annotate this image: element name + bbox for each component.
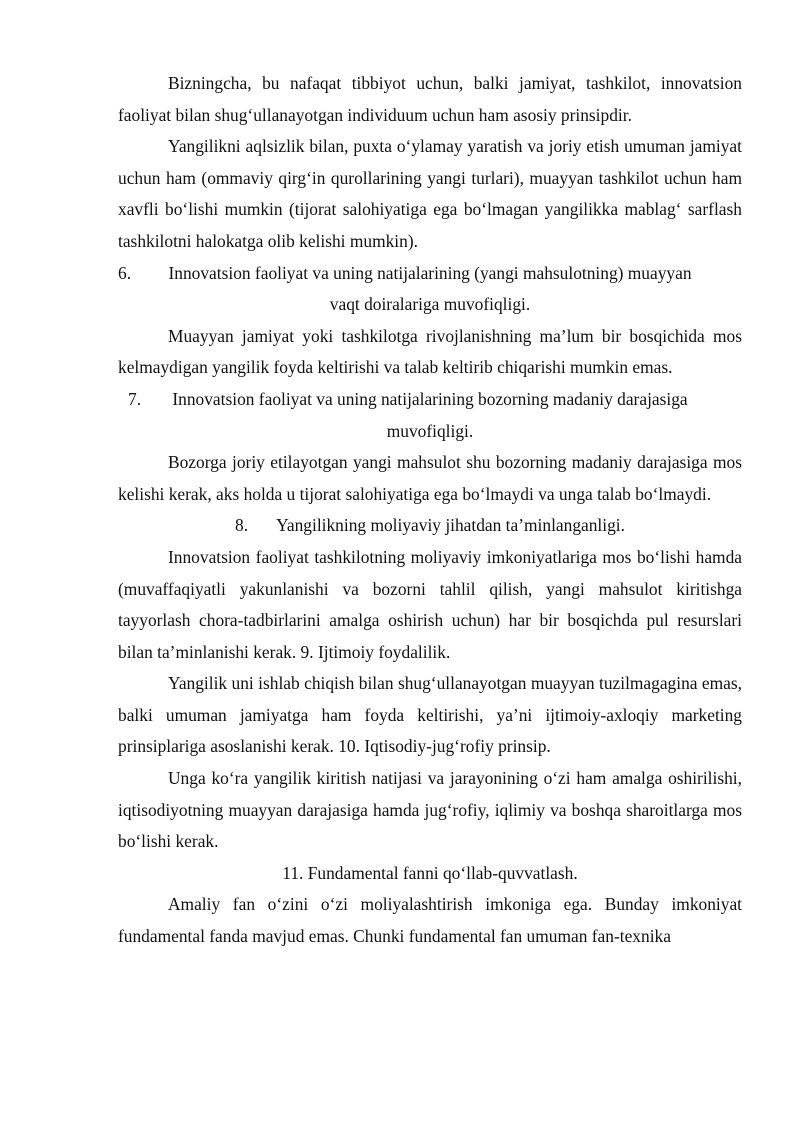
- heading-8-number: 8.: [235, 515, 249, 536]
- heading-6-line-1: Innovatsion faoliyat va uning natijalarining (yangi mahsulotning) muayyan: [168, 262, 692, 283]
- paragraph-3: Muayyan jamiyat yoki tashkilotga rivojlanishning ma’lum bir bosqichida mos kelmaydigan yangilik foyda keltirishi va talab keltirib chiqarishi mumkin emas.: [118, 325, 742, 378]
- heading-11: 11. Fundamental fanni qo‘llab-quvvatlash.: [282, 862, 578, 883]
- heading-7-line-1: Innovatsion faoliyat va uning natijalarining bozorning madaniy darajasiga: [172, 388, 688, 409]
- paragraph-5: Innovatsion faoliyat tashkilotning moliyaviy imkoniyatlariga mos bo‘lishi hamda (muvaffaqiyatli yakunlanishi va bozorni tahlil qilish, yangi mahsulot kiritishga tayyorlash chora-tadbirlarini amalga oshirish uchun) har bir bosqichda pul resurslari bilan ta’minlanishi kerak. 9. Ijtimoiy foydalilik.: [118, 546, 742, 662]
- paragraph-7: Unga ko‘ra yangilik kiritish natijasi va jarayonining o‘zi ham amalga oshirilishi, iqtisodiyotning muayyan darajasiga hamda jug‘rofiy, iqlimiy va boshqa sharoitlarga mos bo‘lishi kerak.: [118, 768, 742, 852]
- heading-8-text: Yangilikning moliyaviy jihatdan ta’minlanganligi.: [276, 515, 625, 536]
- document-page: [118, 68, 742, 953]
- paragraph-1: Bizningcha, bu nafaqat tibbiyot uchun, balki jamiyat, tashkilot, innovatsion faoliyat bilan shug‘ullanayotgan individuum uchun ham asosiy prinsipdir.: [118, 73, 742, 125]
- heading-7: [118, 384, 742, 447]
- heading-7-number: 7.: [128, 388, 142, 409]
- heading-7-line-2: muvofiqligi.: [386, 420, 474, 441]
- paragraph-6: Yangilik uni ishlab chiqish bilan shug‘ullanayotgan muayyan tuzilmagagina emas, balki umuman jamiyatga ham foyda keltirishi, ya’ni ijtimoiy-axloqiy marketing prinsiplariga asoslanishi kerak. 10. Iqtisodiy-jug‘rofiy prinsip.: [118, 673, 742, 757]
- heading-6-number: 6.: [118, 262, 132, 283]
- heading-8: [118, 510, 742, 542]
- paragraph-4: Bozorga joriy etilayotgan yangi mahsulot shu bozorning madaniy darajasiga mos kelishi kerak, aks holda u tijorat salohiyatiga ega bo‘lmaydi va unga talab bo‘lmaydi.: [118, 452, 742, 504]
- heading-6-line-2: vaqt doiralariga muvofiqligi.: [329, 294, 531, 315]
- paragraph-2: Yangilikni aqlsizlik bilan, puxta o‘ylamay yaratish va joriy etish umuman jamiyat uchun ham (ommaviy qirg‘in qurollarining yangi turlari), muayyan tashkilot uchun ham xavfli bo‘lishi mumkin (tijorat salohiyatiga ega bo‘lmagan yangilikka mablag‘ sarflash tashkilotni halokatga olib kelishi mumkin).: [118, 136, 742, 251]
- paragraph-8: Amaliy fan o‘zini o‘zi moliyalashtirish imkoniga ega. Bunday imkoniyat fundamental fanda mavjud emas. Chunki fundamental fan umuman fan-texnika: [118, 894, 742, 947]
- heading-6: [118, 258, 742, 321]
